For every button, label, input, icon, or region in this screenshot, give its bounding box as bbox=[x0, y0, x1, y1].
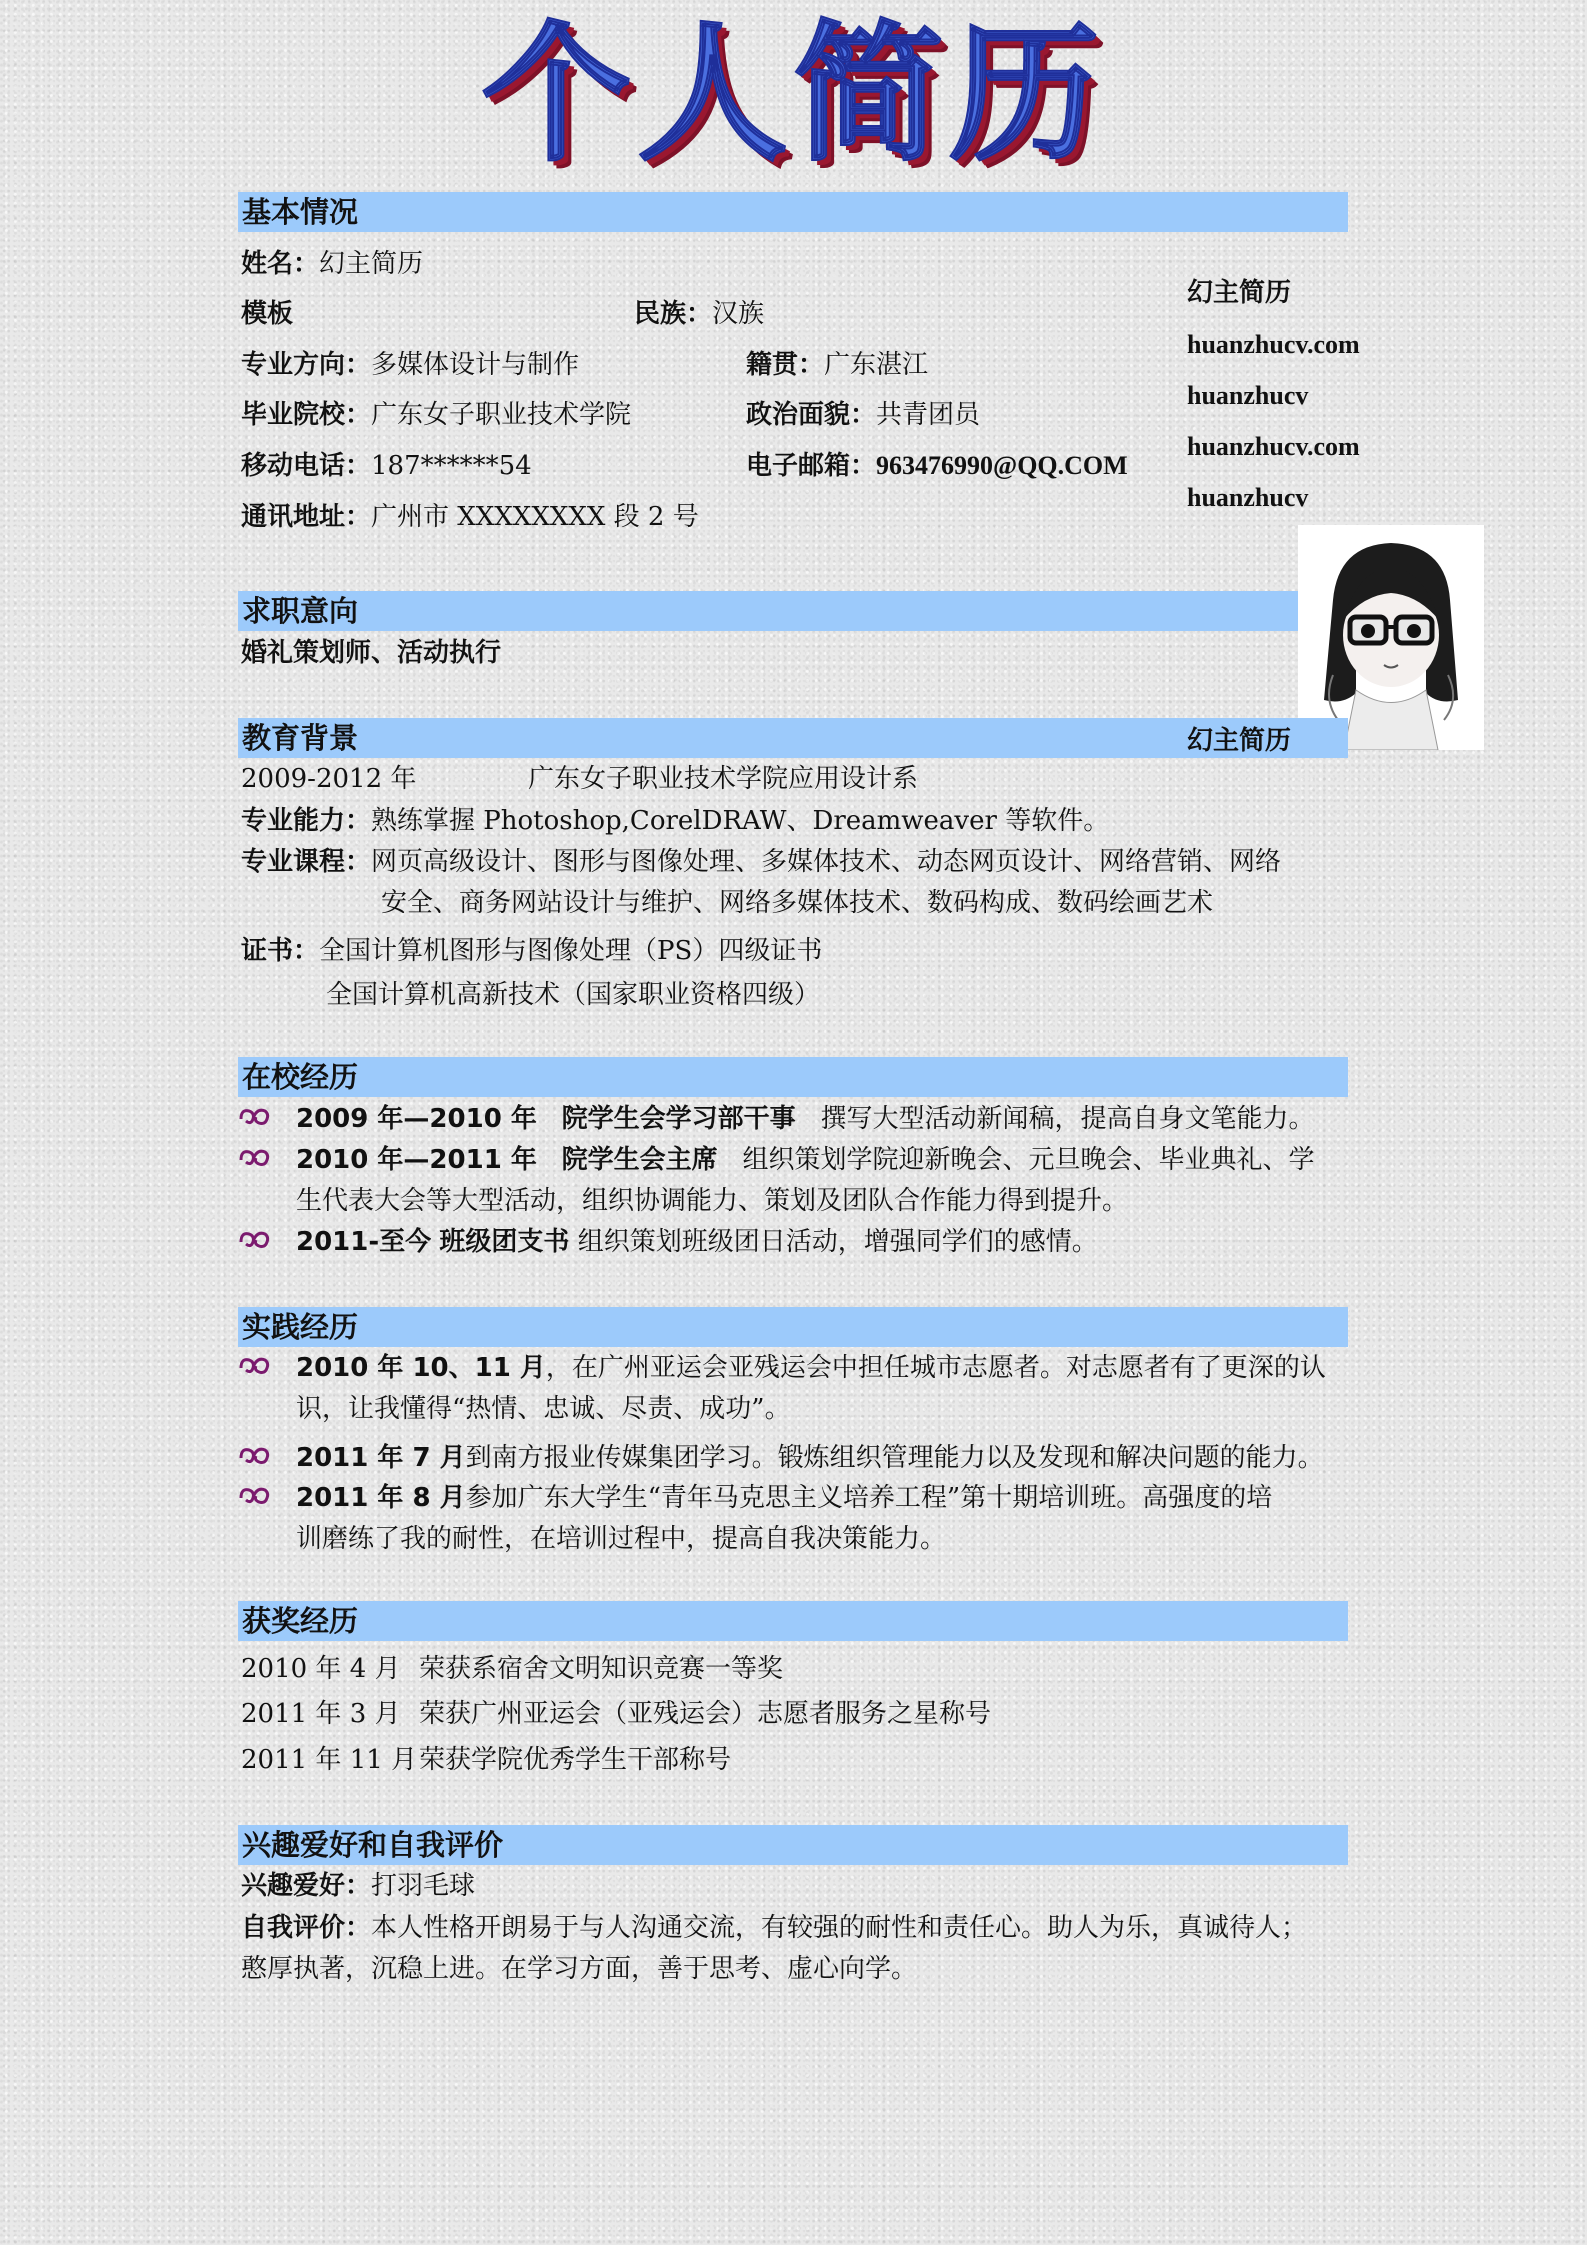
section-header-intent: 求职意向 bbox=[238, 591, 1348, 631]
practice-item bbox=[238, 1348, 1348, 1430]
award-row bbox=[241, 1697, 991, 1731]
practice-text: 参加广东大学生“青年马克思主义培养工程”第十期培训班。高强度的培 bbox=[465, 1483, 1273, 1513]
practice-text-cont: 识，让我懂得“热情、忠诚、尽责、成功”。 bbox=[296, 1394, 791, 1424]
practice-item bbox=[238, 1478, 1348, 1560]
edu-course-row bbox=[241, 845, 1281, 879]
name-label: 姓名： bbox=[241, 249, 320, 279]
hobby-label: 兴趣爱好： bbox=[241, 1871, 372, 1901]
edu-cert-line-1: 全国计算机图形与图像处理（PS）四级证书 bbox=[319, 936, 823, 966]
edu-course-label: 专业课程： bbox=[241, 847, 372, 877]
campus-item bbox=[238, 1140, 1348, 1222]
practice-text: 到南方报业传媒集团学习。锻炼组织管理能力以及发现和解决问题的能力。 bbox=[465, 1443, 1324, 1473]
hobby-row bbox=[241, 1869, 475, 1903]
self-eval-label: 自我评价： bbox=[241, 1913, 372, 1943]
bullet-icon bbox=[238, 1103, 270, 1129]
template-label: 模板 bbox=[241, 299, 294, 329]
campus-time: 2009 年—2010 年 bbox=[296, 1104, 537, 1134]
address-row bbox=[241, 500, 699, 534]
campus-desc: 撰写大型活动新闻稿，提高自身文笔能力。 bbox=[820, 1104, 1315, 1134]
campus-desc: 组织策划学院迎新晚会、元旦晚会、毕业典礼、学 bbox=[742, 1145, 1315, 1175]
avatar bbox=[1298, 525, 1484, 750]
award-date: 2011 年 3 月 bbox=[241, 1699, 401, 1729]
edu-school: 广东女子职业技术学院应用设计系 bbox=[528, 764, 919, 794]
edu-skill-label: 专业能力： bbox=[241, 806, 372, 836]
practice-lead: 2010 年 10、11 月 bbox=[296, 1353, 546, 1383]
edu-course-line-2: 安全、商务网站设计与维护、网络多媒体技术、数码构成、数码绘画艺术 bbox=[381, 888, 1214, 918]
school-value: 广东女子职业技术学院 bbox=[371, 400, 632, 430]
major-value: 多媒体设计与制作 bbox=[371, 350, 580, 380]
practice-item bbox=[238, 1438, 1348, 1479]
self-eval-line-2: 憨厚执著，沉稳上进。在学习方面，善于思考、虚心向学。 bbox=[241, 1954, 918, 1984]
campus-time: 2011-至今 bbox=[296, 1227, 432, 1257]
intent-text: 婚礼策划师、活动执行 bbox=[241, 638, 502, 668]
campus-item bbox=[238, 1099, 1348, 1140]
edu-skill-row bbox=[241, 804, 1109, 838]
self-eval-row bbox=[241, 1911, 1307, 1945]
ethnic-label: 民族： bbox=[634, 299, 713, 329]
address-label: 通讯地址： bbox=[241, 502, 372, 532]
section-header-campus: 在校经历 bbox=[238, 1057, 1348, 1097]
edu-cert-line-2: 全国计算机高新技术（国家职业资格四级） bbox=[326, 980, 821, 1010]
practice-lead: 2011 年 8 月 bbox=[296, 1483, 466, 1513]
address-value: 广州市 XXXXXXXX 段 2 号 bbox=[371, 502, 699, 532]
bullet-icon bbox=[238, 1352, 270, 1378]
award-text: 荣获系宿舍文明知识竞赛一等奖 bbox=[419, 1654, 784, 1684]
practice-text: ，在广州亚运会亚残运会中担任城市志愿者。对志愿者有了更深的认 bbox=[545, 1353, 1326, 1383]
email-row bbox=[746, 449, 1128, 483]
edu-cert-label: 证书： bbox=[241, 936, 320, 966]
award-row bbox=[241, 1652, 783, 1686]
major-label: 专业方向： bbox=[241, 350, 372, 380]
hobby-value: 打羽毛球 bbox=[371, 1871, 476, 1901]
sidebar-line-6: 幻主简历 bbox=[1187, 726, 1292, 755]
award-row bbox=[241, 1743, 731, 1777]
section-header-practice: 实践经历 bbox=[238, 1307, 1348, 1347]
section-header-hobby: 兴趣爱好和自我评价 bbox=[238, 1825, 1348, 1865]
native-label: 籍贯： bbox=[746, 350, 825, 380]
sidebar-line-2: huanzhucv.com bbox=[1187, 330, 1360, 359]
campus-item bbox=[238, 1222, 1348, 1263]
phone-label: 移动电话： bbox=[241, 451, 372, 481]
resume-title: 个人简历 bbox=[481, 8, 1106, 182]
bullet-icon bbox=[238, 1482, 270, 1508]
sidebar-line-3: huanzhucv bbox=[1187, 381, 1309, 410]
campus-role: 院学生会学习部干事 bbox=[561, 1104, 796, 1134]
award-text: 荣获广州亚运会（亚残运会）志愿者服务之星称号 bbox=[419, 1699, 992, 1729]
edu-course-line-1: 网页高级设计、图形与图像处理、多媒体技术、动态网页设计、网络营销、网络 bbox=[371, 847, 1282, 877]
phone-value: 187******54 bbox=[371, 451, 532, 481]
section-header-education: 教育背景 bbox=[238, 718, 1348, 758]
email-label: 电子邮箱： bbox=[746, 451, 877, 481]
school-label: 毕业院校： bbox=[241, 400, 372, 430]
award-date: 2010 年 4 月 bbox=[241, 1654, 401, 1684]
campus-role: 班级团支书 bbox=[439, 1227, 570, 1257]
campus-role: 院学生会主席 bbox=[561, 1145, 718, 1175]
school-row bbox=[241, 398, 631, 432]
email-value: 963476990@QQ.COM bbox=[876, 451, 1128, 480]
major-row bbox=[241, 348, 579, 382]
practice-text-cont: 训磨练了我的耐性，在培训过程中，提高自我决策能力。 bbox=[296, 1524, 947, 1554]
practice-lead: 2011 年 7 月 bbox=[296, 1443, 466, 1473]
edu-period: 2009-2012 年 bbox=[241, 764, 417, 794]
native-value: 广东湛江 bbox=[824, 350, 929, 380]
political-label: 政治面貌： bbox=[746, 400, 877, 430]
name-value: 幻主简历 bbox=[319, 249, 424, 279]
bullet-icon bbox=[238, 1226, 270, 1252]
bullet-icon bbox=[238, 1442, 270, 1468]
template-row bbox=[241, 297, 293, 331]
phone-row bbox=[241, 449, 532, 483]
award-date: 2011 年 11 月 bbox=[241, 1745, 418, 1775]
edu-skill-value: 熟练掌握 Photoshop,CorelDRAW、Dreamweaver 等软件。 bbox=[371, 806, 1110, 836]
ethnic-row bbox=[634, 297, 764, 331]
ethnic-value: 汉族 bbox=[712, 299, 765, 329]
award-text: 荣获学院优秀学生干部称号 bbox=[419, 1745, 732, 1775]
campus-time: 2010 年—2011 年 bbox=[296, 1145, 537, 1175]
self-eval-line-1: 本人性格开朗易于与人沟通交流，有较强的耐性和责任心。助人为乐，真诚待人； bbox=[371, 1913, 1308, 1943]
section-header-basic: 基本情况 bbox=[238, 192, 1348, 232]
campus-desc: 组织策划班级团日活动，增强同学们的感情。 bbox=[577, 1227, 1098, 1257]
section-header-awards: 获奖经历 bbox=[238, 1601, 1348, 1641]
campus-desc-cont: 生代表大会等大型活动，组织协调能力、策划及团队合作能力得到提升。 bbox=[296, 1186, 1129, 1216]
bullet-icon bbox=[238, 1144, 270, 1170]
sidebar-line-4: huanzhucv.com bbox=[1187, 432, 1360, 461]
name-row bbox=[241, 247, 423, 281]
native-row bbox=[746, 348, 928, 382]
avatar-illustration bbox=[1298, 525, 1484, 750]
political-value: 共青团员 bbox=[876, 400, 981, 430]
sidebar-line-5: huanzhucv bbox=[1187, 483, 1309, 512]
sidebar-line-1: 幻主简历 bbox=[1187, 278, 1292, 307]
edu-cert-row bbox=[241, 934, 822, 968]
political-row bbox=[746, 398, 980, 432]
